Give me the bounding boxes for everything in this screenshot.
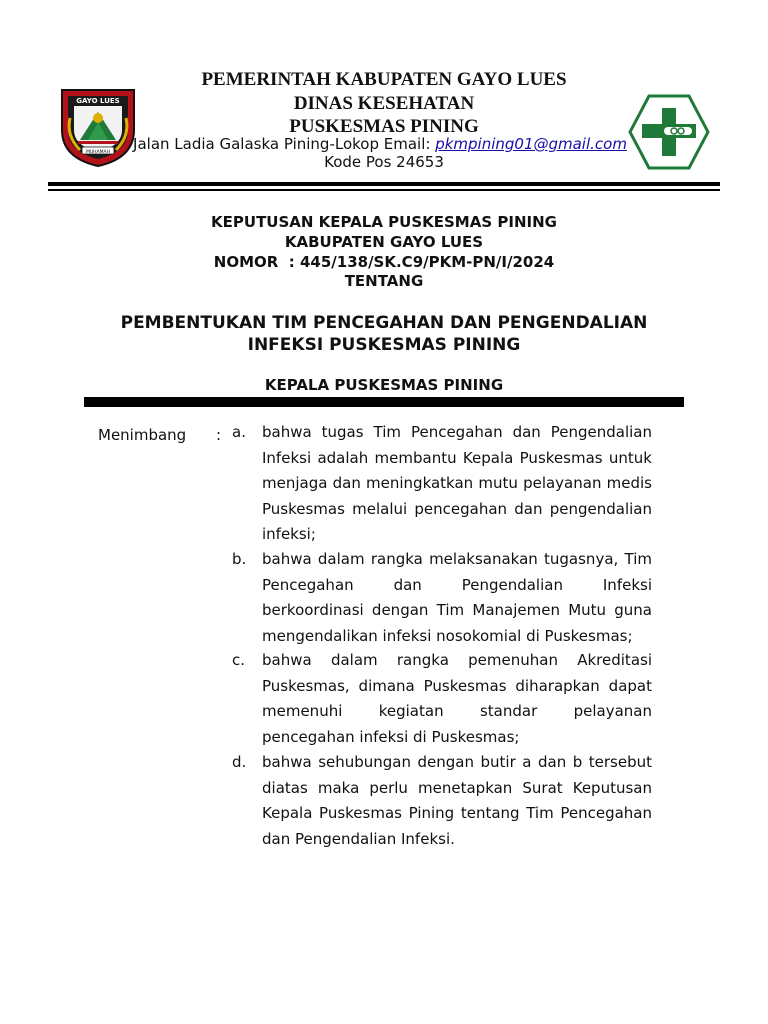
item-marker: a. [232,423,246,441]
header-address [120,135,640,154]
postal-code: Kode Pos 24653 [324,153,444,171]
emblem-ribbon: MUHAMAH [86,150,110,155]
decree-title: KEPUTUSAN KEPALA PUSKESMAS PINING [211,213,557,231]
item-text: bahwa dalam rangka pemenuhan Akreditasi Puskesmas, dimana Puskesmas diharapkan dapat memenuhi kegiatan standar pelayanan pencegahan infeksi di Puskesmas; [262,651,652,746]
header-institution: PUSKESMAS PINING [289,116,479,137]
email-link[interactable]: pkmpining01@gmail.com [435,135,627,153]
item-marker: b. [232,550,247,568]
decree-about: TENTANG [344,272,424,290]
item-text: bahwa dalam rangka melaksanakan tugasnya, Tim Pencegahan dan Pengendalian Infeksi berkoordinasi dengan Tim Manajemen Mutu guna mengendalikan infeksi nosokomial di Puskesmas; [262,550,652,645]
decree-subject-line1: PEMBENTUKAN TIM PENCEGAHAN DAN PENGENDALIAN [120,313,648,333]
section-bar [84,397,684,407]
item-marker: d. [232,753,247,771]
decree-subject-line2: INFEKSI PUSKESMAS PINING [247,335,521,355]
emblem-text: GAYO LUES [76,97,120,105]
list-item [232,420,652,548]
list-item [232,648,652,750]
header-government: PEMERINTAH KABUPATEN GAYO LUES [201,69,567,90]
decree-region: KABUPATEN GAYO LUES [284,233,484,251]
considering-colon: : [216,426,222,444]
item-text: bahwa sehubungan dengan butir a dan b tersebut diatas maka perlu menetapkan Surat Keputusan Kepala Puskesmas Pining tentang Tim Pencegahan dan Pengendalian Infeksi. [262,753,652,848]
item-marker: c. [232,651,246,669]
letterhead-divider [48,182,720,186]
address-text: Jalan Ladia Galaska Pining-Lokop Email: [133,135,436,153]
considering-label: Menimbang [98,426,187,444]
item-text: bahwa tugas Tim Pencegahan dan Pengendalian Infeksi adalah membantu Kepala Puskesmas untuk menjaga dan meningkatkan mutu pelayanan medis Puskesmas melalui pencegahan dan pengendalian infeksi; [262,423,652,543]
list-item [232,750,652,852]
list-item [232,547,652,649]
issuer-title: KEPALA PUSKESMAS PINING [264,376,504,394]
letterhead-divider-thin [48,189,720,191]
header-agency: DINAS KESEHATAN [293,93,475,114]
decree-number: NOMOR : 445/138/SK.C9/PKM-PN/I/2024 [213,253,555,271]
